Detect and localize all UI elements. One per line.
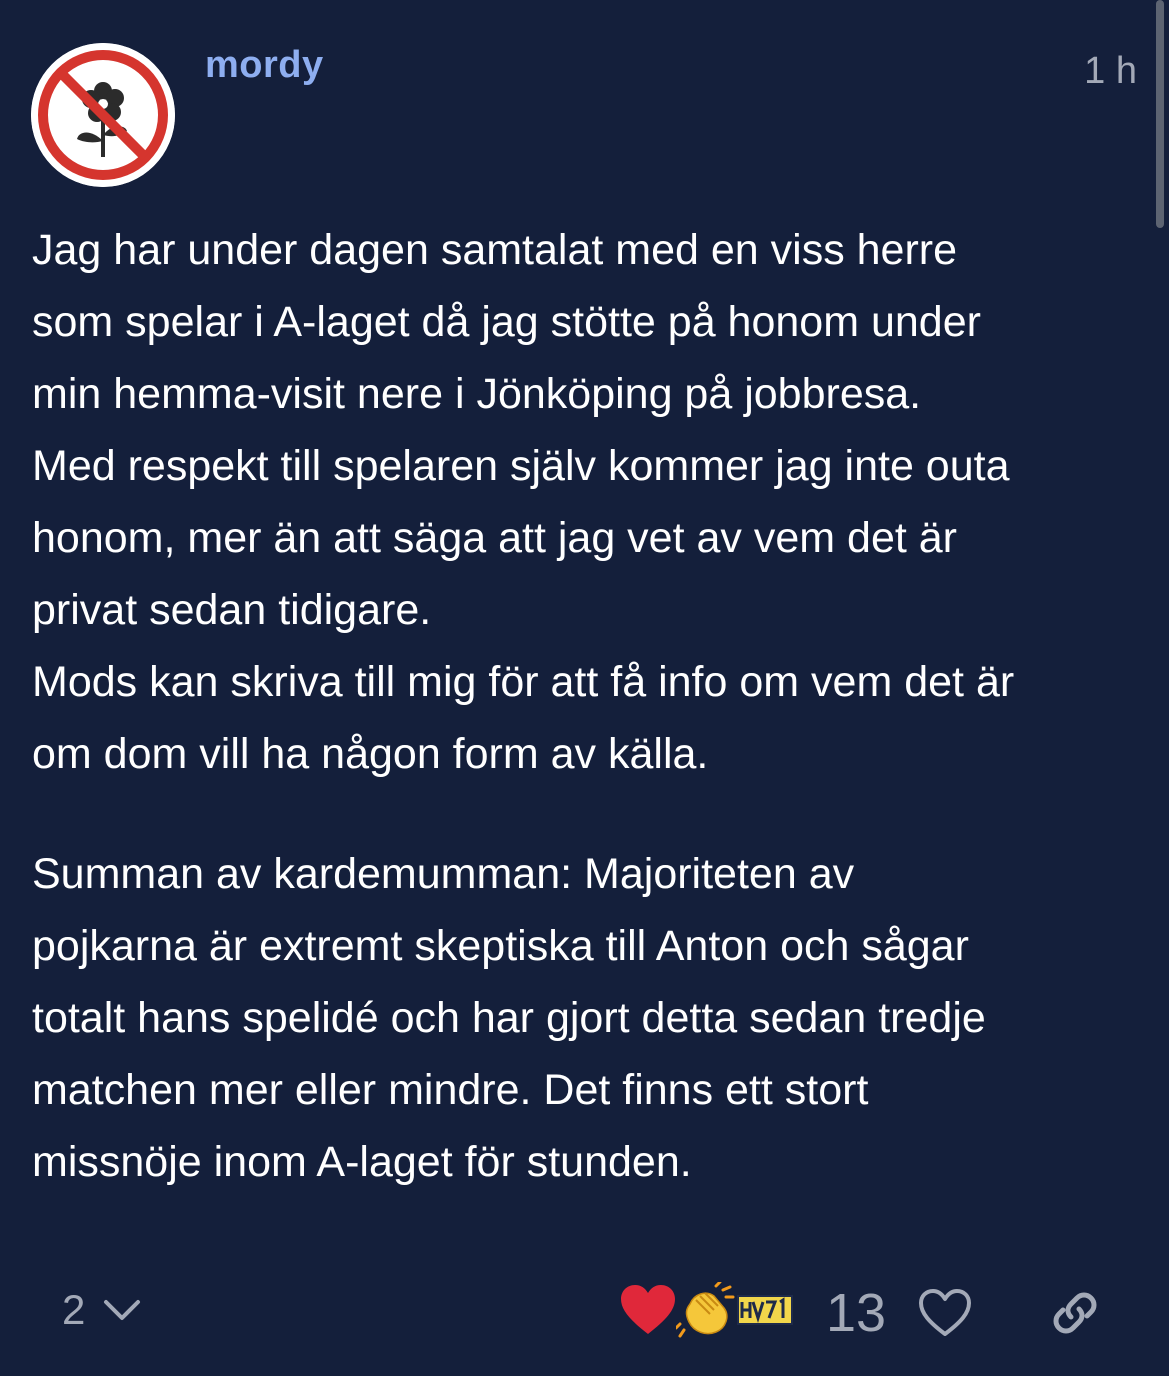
like-button[interactable] <box>918 1288 972 1343</box>
text-line: pojkarna är extremt skeptiska till Anton och sågar <box>32 922 969 970</box>
text-line: min hemma-visit nere i Jönköping på jobbresa. <box>32 370 922 418</box>
heart-outline-icon <box>918 1288 972 1338</box>
heart-icon[interactable] <box>620 1284 676 1336</box>
text-line: missnöje inom A-laget för stunden. <box>32 1138 692 1186</box>
copy-link-button[interactable] <box>1050 1288 1100 1343</box>
chevron-down-icon <box>103 1297 141 1323</box>
scrollbar[interactable] <box>1156 0 1164 228</box>
post-body <box>32 214 1147 1198</box>
text-line: Med respekt till spelaren själv kommer jag inte outa <box>32 442 1010 490</box>
text-line: Summan av kardemumman: Majoriteten av <box>32 850 855 898</box>
reactions-summary[interactable] <box>620 1280 794 1340</box>
hv71-logo-icon[interactable] <box>736 1290 794 1330</box>
text-line: Jag har under dagen samtalat med en viss herre <box>32 226 958 274</box>
text-line: totalt hans spelidé och har gjort detta sedan tredje <box>32 994 986 1042</box>
avatar[interactable] <box>31 43 175 187</box>
text-line: privat sedan tidigare. <box>32 586 432 634</box>
reaction-count: 13 <box>826 1283 887 1343</box>
text-line: honom, mer än att säga att jag vet av vem det är <box>32 514 957 562</box>
username[interactable]: mordy <box>205 44 324 86</box>
link-icon <box>1050 1288 1100 1338</box>
replies-toggle[interactable] <box>62 1286 141 1334</box>
post-footer <box>0 1268 1169 1358</box>
clapping-hands-icon[interactable] <box>676 1282 736 1338</box>
post-timestamp: 1 h <box>1084 50 1137 92</box>
post-paragraph <box>32 838 1147 1198</box>
text-line: Mods kan skriva till mig för att få info om vem det är <box>32 658 1015 706</box>
reply-count: 2 <box>62 1286 86 1333</box>
post-paragraph <box>32 214 1147 790</box>
text-line: om dom vill ha någon form av källa. <box>32 730 709 778</box>
no-flowers-icon <box>31 43 175 187</box>
text-line: matchen mer eller mindre. Det finns ett stort <box>32 1066 869 1114</box>
text-line: som spelar i A-laget då jag stötte på honom under <box>32 298 981 346</box>
